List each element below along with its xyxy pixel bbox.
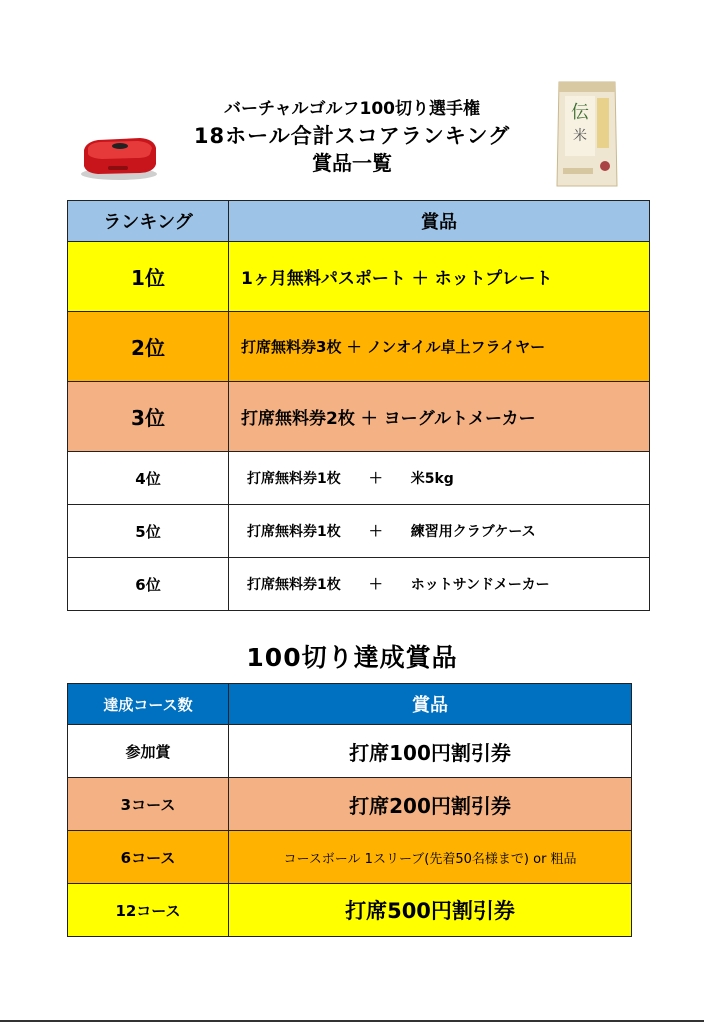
achievement-prize-table [67,683,632,937]
hotplate-image [78,130,160,182]
prize-cell: 打席無料券2枚 ＋ ヨーグルトメーカー [229,382,650,452]
table-row [68,778,632,831]
achievement-table-header [68,684,632,725]
rank-cell: 1位 [68,242,229,312]
table-row [68,505,650,558]
table-row [68,382,650,452]
table-row [68,831,632,884]
prize-cell: 打席500円割引券 [229,884,632,937]
prize-cell: 1ヶ月無料パスポート ＋ ホットプレート [229,242,650,312]
prize-col-header: 賞品 [229,201,650,242]
prize-cell: 打席無料券1枚 ＋ 米5kg [229,452,650,505]
rank-cell: 4位 [68,452,229,505]
ranking-subtitle: 18ホール合計スコアランキング [193,124,511,148]
table-row [68,312,650,382]
ranking-col-header: ランキング [68,201,229,242]
rank-cell: 3位 [68,382,229,452]
table-row [68,242,650,312]
ranking-table-header [68,201,650,242]
rank-cell: 5位 [68,505,229,558]
ranking-prize-table [67,200,650,611]
event-title: バーチャルゴルフ100切り選手権 [224,99,480,119]
table-row [68,884,632,937]
achievement-section-title: 100切り達成賞品 [246,643,458,672]
prize-cell: コースボール 1スリーブ(先着50名様まで) or 粗品 [229,831,632,884]
table-row [68,725,632,778]
courses-cell: 3コース [68,778,229,831]
courses-col-header: 達成コース数 [68,684,229,725]
courses-cell: 6コース [68,831,229,884]
courses-cell: 参加賞 [68,725,229,778]
table-row [68,558,650,611]
rank-cell: 6位 [68,558,229,611]
svg-text:米: 米 [573,128,587,144]
courses-cell: 12コース [68,884,229,937]
prize-cell: 打席無料券1枚 ＋ ホットサンドメーカー [229,558,650,611]
prize-col-header: 賞品 [229,684,632,725]
page-bottom-divider [0,1020,704,1022]
prize-cell: 打席100円割引券 [229,725,632,778]
prize-cell: 打席無料券1枚 ＋ 練習用クラブケース [229,505,650,558]
prize-cell: 打席200円割引券 [229,778,632,831]
prize-list-title: 賞品一覧 [312,151,392,175]
svg-text:伝: 伝 [571,102,589,123]
rice-bag-image [553,78,621,190]
table-row [68,452,650,505]
prize-cell: 打席無料券3枚 ＋ ノンオイル卓上フライヤー [229,312,650,382]
rank-cell: 2位 [68,312,229,382]
